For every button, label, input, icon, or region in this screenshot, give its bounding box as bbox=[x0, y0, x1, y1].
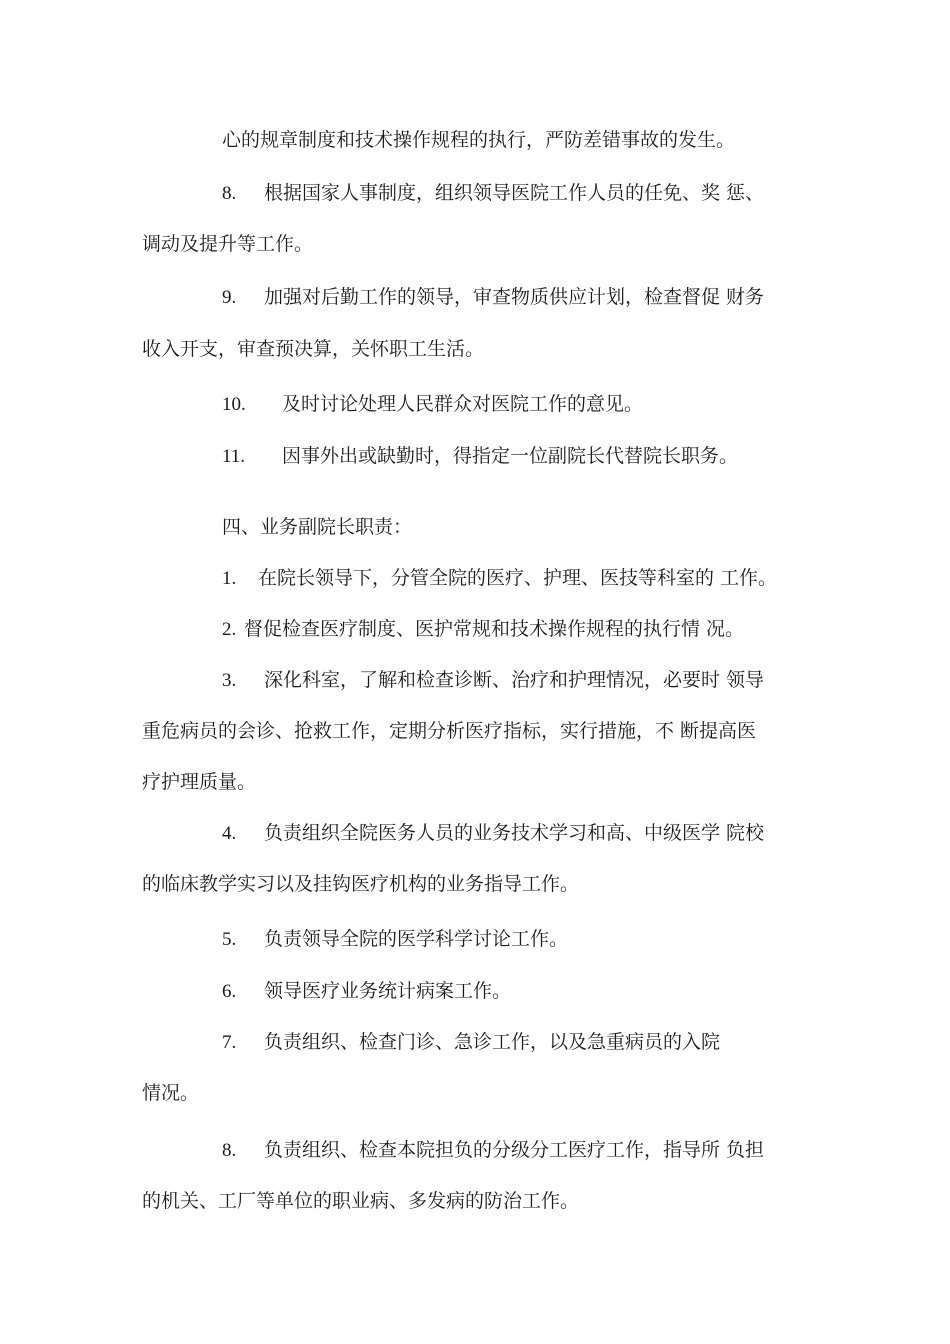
line-text: 调动及提升等工作。 bbox=[142, 233, 314, 255]
item-number: 3. bbox=[222, 670, 237, 691]
list-item bbox=[222, 669, 764, 692]
section-heading bbox=[222, 516, 412, 538]
item-number: 7. bbox=[222, 1032, 237, 1053]
line-text: 心的规章制度和技术操作规程的执行，严防差错事故的发生。 bbox=[222, 129, 736, 151]
line-text: 深化科室，了解和检查诊断、治疗和护理情况，必要时 领导 bbox=[264, 669, 765, 691]
line-text: 领导医疗业务统计病案工作。 bbox=[264, 980, 512, 1002]
item-number: 11. bbox=[222, 446, 246, 467]
heading-text: 四、业务副院长职责： bbox=[222, 516, 413, 538]
paragraph-line bbox=[142, 873, 579, 895]
item-number: 8. bbox=[222, 1140, 237, 1161]
line-text: 负责组织全院医务人员的业务技术学习和高、中级医学 院校 bbox=[264, 822, 765, 844]
list-item bbox=[222, 618, 744, 641]
paragraph-line bbox=[142, 233, 313, 255]
list-item bbox=[222, 1139, 764, 1162]
paragraph-line bbox=[142, 338, 484, 360]
line-text: 及时讨论处理人民群众对医院工作的意见。 bbox=[282, 393, 644, 415]
list-item bbox=[222, 980, 511, 1003]
item-number: 8. bbox=[222, 183, 237, 204]
paragraph-line bbox=[142, 1190, 579, 1212]
paragraph-line bbox=[142, 720, 756, 742]
line-text: 加强对后勤工作的领导，审查物质供应计划，检查督促 财务 bbox=[264, 286, 765, 308]
list-item bbox=[222, 182, 764, 205]
list-item bbox=[222, 928, 568, 951]
line-text: 负责组织、检查门诊、急诊工作，以及急重病员的入院 bbox=[264, 1031, 721, 1053]
list-item bbox=[222, 286, 764, 309]
item-number: 2. bbox=[222, 619, 237, 640]
paragraph-line bbox=[142, 1082, 199, 1104]
line-text: 疗护理质量。 bbox=[142, 771, 257, 793]
list-item bbox=[222, 393, 643, 416]
list-item bbox=[222, 1031, 720, 1054]
paragraph-line bbox=[222, 129, 735, 151]
line-text: 的机关、工厂等单位的职业病、多发病的防治工作。 bbox=[142, 1190, 580, 1212]
line-text: 负责领导全院的医学科学讨论工作。 bbox=[264, 928, 569, 950]
line-text: 因事外出或缺勤时，得指定一位副院长代替院长职务。 bbox=[282, 445, 739, 467]
list-item bbox=[222, 445, 738, 468]
paragraph-line bbox=[142, 771, 256, 793]
list-item bbox=[222, 567, 777, 590]
item-number: 9. bbox=[222, 287, 237, 308]
list-item bbox=[222, 822, 764, 845]
line-text: 情况。 bbox=[142, 1082, 200, 1104]
line-text: 的临床教学实习以及挂钩医疗机构的业务指导工作。 bbox=[142, 873, 580, 895]
line-text: 收入开支，审查预决算，关怀职工生活。 bbox=[142, 338, 485, 360]
line-text: 负责组织、检查本院担负的分级分工医疗工作，指导所 负担 bbox=[264, 1139, 765, 1161]
line-text: 根据国家人事制度，组织领导医院工作人员的任免、奖 惩、 bbox=[264, 182, 765, 204]
item-number: 4. bbox=[222, 823, 237, 844]
item-number: 10. bbox=[222, 394, 246, 415]
line-text: 督促检查医疗制度、医护常规和技术操作规程的执行情 况。 bbox=[244, 618, 745, 640]
line-text: 在院长领导下，分管全院的医疗、护理、医技等科室的 工作。 bbox=[258, 567, 778, 589]
item-number: 5. bbox=[222, 929, 237, 950]
line-text: 重危病员的会诊、抢救工作，定期分析医疗指标，实行措施，不 断提高医 bbox=[142, 720, 757, 742]
item-number: 1. bbox=[222, 568, 237, 589]
item-number: 6. bbox=[222, 981, 237, 1002]
